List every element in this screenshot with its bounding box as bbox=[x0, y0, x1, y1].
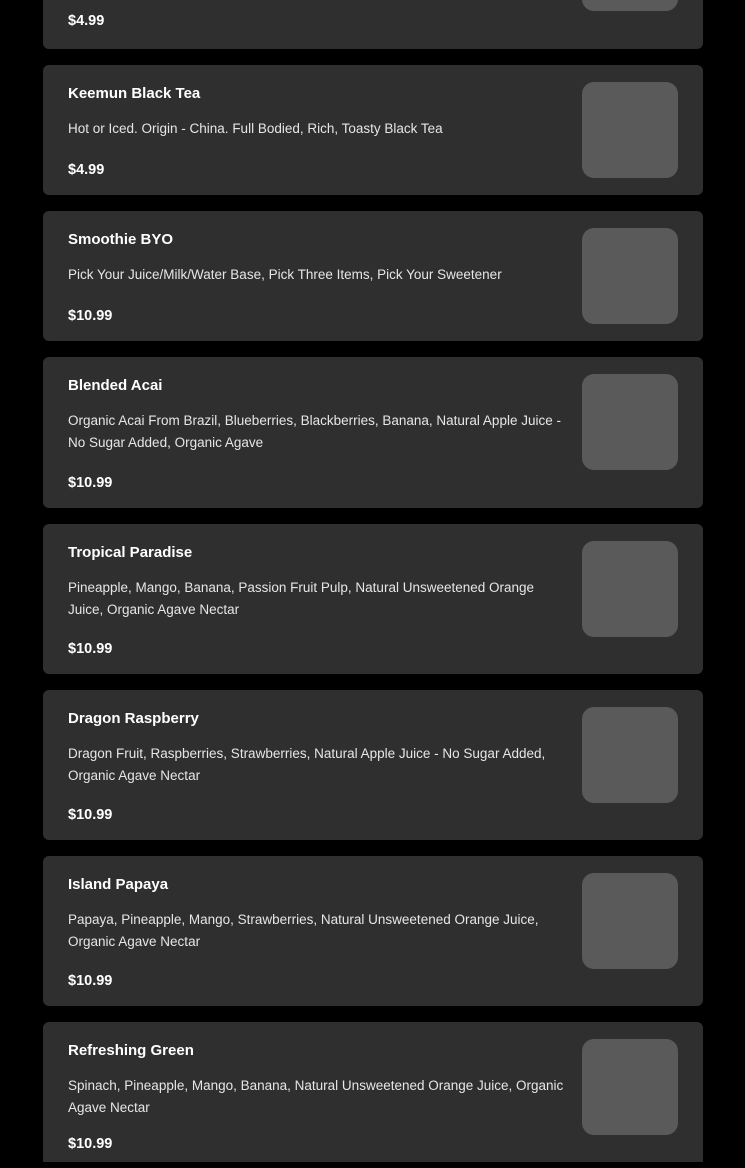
item-price: $10.99 bbox=[68, 475, 113, 491]
menu-item-card[interactable] bbox=[43, 856, 703, 1006]
menu-item-card[interactable] bbox=[43, 1022, 703, 1162]
item-name: Tropical Paradise bbox=[68, 544, 193, 561]
menu-item-card[interactable] bbox=[43, 690, 703, 840]
item-name: Dragon Raspberry bbox=[68, 710, 199, 727]
item-name: Smoothie BYO bbox=[68, 231, 174, 248]
item-image-placeholder bbox=[582, 82, 678, 178]
menu-item-card[interactable] bbox=[43, 357, 703, 508]
item-description: Pineapple, Mango, Banana, Passion Fruit Pulp, Natural Unsweetened Orange Juice, Organic Agave Nectar bbox=[68, 580, 535, 617]
item-price: $4.99 bbox=[68, 13, 105, 29]
menu-item-card[interactable] bbox=[43, 65, 703, 195]
item-price: $10.99 bbox=[68, 641, 113, 657]
item-description: Hot or Iced. Origin - China. Full Bodied, Rich, Toasty Black Tea bbox=[68, 121, 443, 136]
item-image-placeholder bbox=[582, 873, 678, 969]
item-price: $4.99 bbox=[68, 162, 105, 178]
item-description: Spinach, Pineapple, Mango, Banana, Natural Unsweetened Orange Juice, Organic Agave Nectar bbox=[68, 1078, 564, 1115]
item-price: $10.99 bbox=[68, 308, 113, 324]
menu-item-card[interactable] bbox=[43, 0, 703, 49]
item-name: Island Papaya bbox=[68, 876, 169, 893]
item-image-placeholder bbox=[582, 0, 678, 11]
menu-item-card[interactable] bbox=[43, 211, 703, 341]
item-description: Pick Your Juice/Milk/Water Base, Pick Three Items, Pick Your Sweetener bbox=[68, 267, 502, 282]
item-image-placeholder bbox=[582, 374, 678, 470]
item-description: Papaya, Pineapple, Mango, Strawberries, Natural Unsweetened Orange Juice, Organic Agave Nectar bbox=[68, 912, 539, 949]
item-price: $10.99 bbox=[68, 807, 113, 823]
item-name: Refreshing Green bbox=[68, 1042, 194, 1059]
item-price: $10.99 bbox=[68, 1136, 113, 1152]
item-name: Blended Acai bbox=[68, 377, 163, 394]
item-image-placeholder bbox=[582, 1039, 678, 1135]
item-description: Organic Acai From Brazil, Blueberries, Blackberries, Banana, Natural Apple Juice - No Sugar Added, Organic Agave bbox=[68, 413, 561, 450]
menu-item-card[interactable] bbox=[43, 524, 703, 674]
item-image-placeholder bbox=[582, 228, 678, 324]
item-description: Dragon Fruit, Raspberries, Strawberries, Natural Apple Juice - No Sugar Added, Organic Agave Nectar bbox=[68, 746, 546, 783]
item-image-placeholder bbox=[582, 707, 678, 803]
item-image-placeholder bbox=[582, 541, 678, 637]
item-price: $10.99 bbox=[68, 973, 113, 989]
item-name: Keemun Black Tea bbox=[68, 85, 201, 102]
